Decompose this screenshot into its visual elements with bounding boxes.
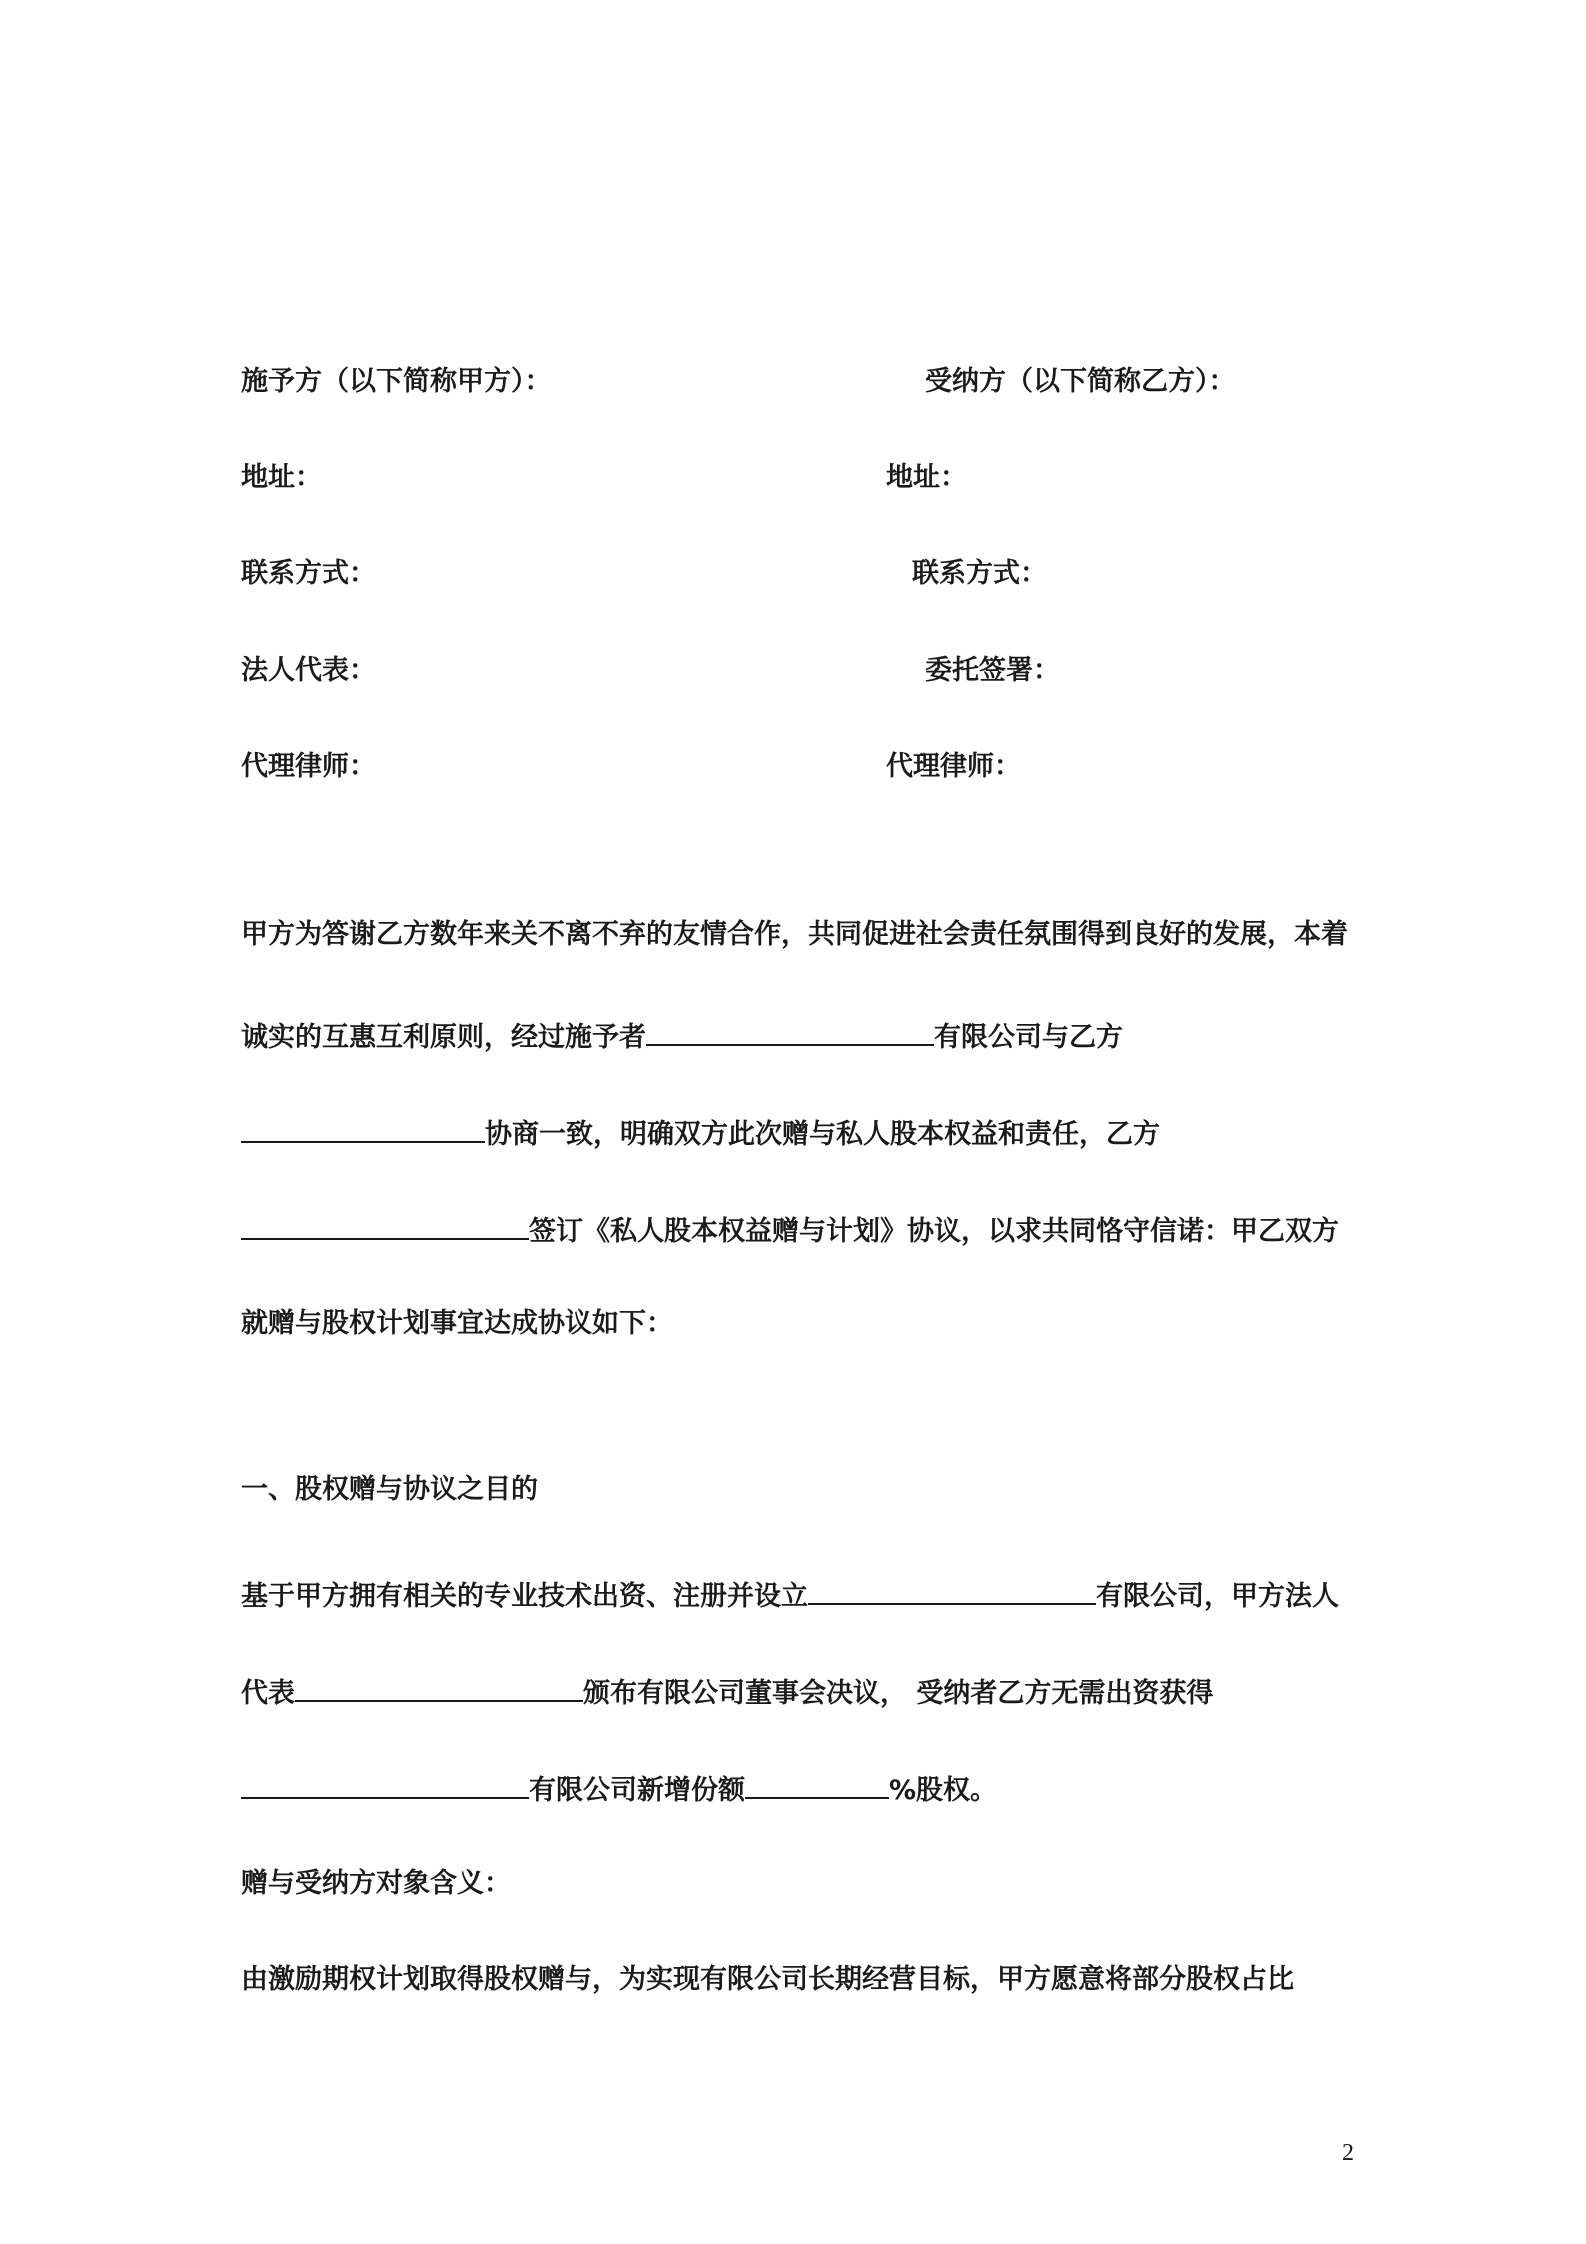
blank-target-company[interactable]	[241, 1769, 529, 1799]
section-1-line-2-text-b: 颁布有限公司董事会决议， 受纳者乙方无需出资获得	[583, 1678, 1214, 1709]
section-1-line-1	[241, 1575, 1339, 1615]
section-1-line-3-text-b: %股权。	[889, 1775, 998, 1806]
preamble-line-4	[241, 1210, 1339, 1250]
preamble-line-2-text-a: 诚实的互惠互利原则，经过施予者	[241, 1022, 646, 1053]
preamble-line-3	[241, 1113, 1160, 1153]
party-a-label: 施予方（以下简称甲方）：	[241, 366, 552, 397]
party-b-label: 受纳方（以下简称乙方）：	[925, 366, 1236, 397]
section-1-line-4: 赠与受纳方对象含义：	[241, 1868, 511, 1899]
section-1-line-2-text-a: 代表	[241, 1678, 295, 1709]
preamble-line-3-text: 协商一致，明确双方此次赠与私人股本权益和责任，乙方	[485, 1119, 1160, 1150]
section-1-line-5: 由激励期权计划取得股权赠与，为实现有限公司长期经营目标，甲方愿意将部分股权占比	[241, 1964, 1294, 1995]
party-a-address: 地址：	[241, 462, 322, 493]
preamble-line-2-text-b: 有限公司与乙方	[934, 1022, 1123, 1053]
section-1-line-2	[241, 1672, 1213, 1712]
party-a-contact: 联系方式：	[241, 558, 376, 589]
blank-party-b-name[interactable]	[241, 1113, 485, 1143]
section-1-title: 一、股权赠与协议之目的	[241, 1474, 538, 1505]
party-b-entrusted: 委托签署：	[925, 655, 1060, 686]
party-a-representative: 法人代表：	[241, 655, 376, 686]
section-1-line-3-text-a: 有限公司新增份额	[529, 1775, 745, 1806]
section-1-line-1-text-b: 有限公司，甲方法人	[1096, 1581, 1339, 1612]
blank-legal-representative[interactable]	[295, 1672, 583, 1702]
blank-company-name[interactable]	[646, 1016, 934, 1046]
preamble-line-2	[241, 1016, 1123, 1056]
page-number: 2	[1342, 2140, 1354, 2166]
blank-share-percentage[interactable]	[745, 1769, 889, 1799]
party-b-lawyer: 代理律师：	[886, 751, 1021, 782]
blank-registered-company[interactable]	[808, 1575, 1096, 1605]
preamble-line-1: 甲方为答谢乙方数年来关不离不弃的友情合作，共同促进社会责任氛围得到良好的发展，本着	[241, 919, 1348, 950]
preamble-line-4-text: 签订《私人股本权益赠与计划》协议，以求共同恪守信诺：甲乙双方	[529, 1216, 1339, 1247]
preamble-line-5: 就赠与股权计划事宜达成协议如下：	[241, 1308, 673, 1339]
blank-party-b-signer[interactable]	[241, 1210, 529, 1240]
party-b-address: 地址：	[886, 462, 967, 493]
party-a-lawyer: 代理律师：	[241, 751, 376, 782]
section-1-line-1-text-a: 基于甲方拥有相关的专业技术出资、注册并设立	[241, 1581, 808, 1612]
section-1-line-3	[241, 1769, 997, 1809]
party-b-contact: 联系方式：	[912, 558, 1047, 589]
